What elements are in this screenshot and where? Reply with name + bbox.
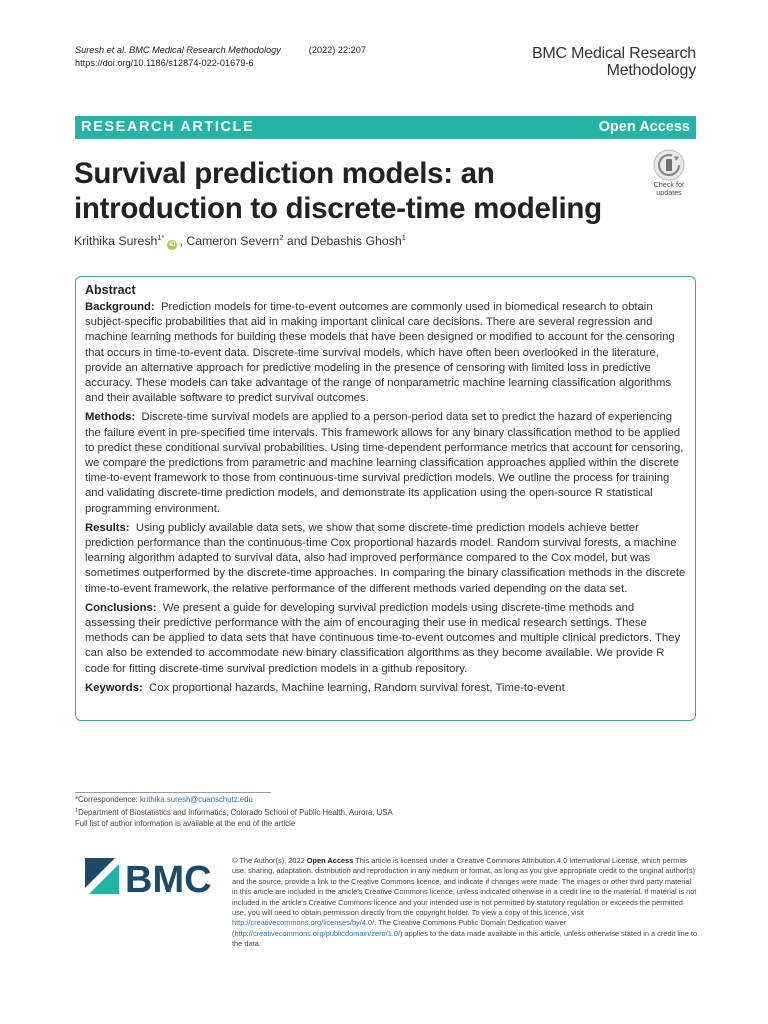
conclusions-text: We present a guide for developing survival prediction models using discrete-time methods and assessing their predictive performance with the aim of encouraging their use in medical research settings. These methods can be applied to data sets that have continuous time-to-event outcomes and multiple clinical predictors. They can also be extended to accommodate new binary classification algorithms as they become available. We provide R code for fitting discrete-time survival prediction models in a github repository.: [85, 601, 681, 675]
affiliation-number: 1: [75, 807, 79, 814]
license-copyright: © The Author(s). 2022: [232, 856, 307, 865]
check-for-updates-line1: Check for: [653, 180, 685, 189]
license-body-2: . The Creative Commons Public Domain Dedication waiver (: [232, 918, 567, 938]
author-3-affiliation: 1: [401, 233, 406, 242]
citation-header: [75, 44, 366, 70]
author-3[interactable]: and Debashis Ghosh: [283, 234, 402, 248]
abstract-keywords: [85, 681, 686, 696]
orcid-icon[interactable]: iD: [169, 241, 176, 248]
author-2-affiliation: 2: [279, 233, 284, 242]
bmc-logo-mark: [85, 858, 220, 898]
author-list: [74, 233, 406, 250]
abstract-results: [85, 521, 686, 597]
footnotes: [75, 792, 395, 830]
title-line1: Survival prediction models: an: [74, 157, 495, 190]
article-banner: [75, 116, 696, 139]
check-for-updates-line2: updates: [656, 188, 682, 197]
author-1-affiliation: 1*: [157, 233, 165, 242]
citation-year: (2022) 22:207: [308, 45, 367, 55]
doi-link[interactable]: https://doi.org/10.1186/s12874-022-01679-6: [75, 58, 254, 68]
bmc-logo-text: BMC: [125, 859, 212, 898]
author-2[interactable]: , Cameron Severn: [179, 234, 280, 248]
conclusions-label: Conclusions:: [85, 601, 157, 614]
citation-author: Suresh et al. BMC Medical Research Methodology: [75, 45, 281, 55]
article-title: [74, 156, 614, 226]
background-label: Background:: [85, 301, 155, 313]
license-link-cc0[interactable]: http://creativecommons.org/publicdomain/zero/1.0/: [234, 928, 401, 938]
footnote-divider: [75, 792, 271, 793]
abstract-heading: Abstract: [85, 283, 136, 297]
methods-label: Methods:: [85, 411, 136, 424]
correspondence-label: *Correspondence:: [75, 795, 141, 804]
check-for-updates-icon: [653, 149, 685, 181]
affiliation: [75, 806, 395, 819]
check-for-updates-button[interactable]: [642, 149, 696, 205]
title-line2: introduction to discrete-time modeling: [74, 192, 602, 225]
abstract-background: [85, 300, 686, 406]
abstract-conclusions: [85, 601, 686, 677]
keywords-label: Keywords:: [85, 681, 143, 694]
correspondence-email-link[interactable]: krithika.suresh@cuanschutz.edu: [140, 795, 253, 804]
affiliation-text: Department of Biostatistics and Informatics, Colorado School of Public Health, Aurora, USA: [78, 807, 393, 817]
open-access-label: Open Access: [598, 119, 690, 135]
license-body: This article is licensed under a Creative Commons Attribution 4.0 International License, which permits use, sharing, adaptation, distribution and reproduction in any medium or format, as long as you give appropriate credit to the original author(s) and the source, provide a link to the Creative Commons licence, and indicate if changes were made. The images or other third party material in this article are included in the article's Creative Commons licence, unless indicated otherwise in a credit line to the material. If material is not included in the article's Creative Commons licence and your intended use is not permitted by statutory regulation or exceeds the permitted use, you will need to obtain permission directly from the copyright holder. To view a copy of this licence, visit: [232, 856, 697, 918]
journal-name: [532, 45, 696, 79]
results-text: Using publicly available data sets, we show that some discrete-time prediction models achieve better prediction performance than the continuous-time Cox proportional hazards model. Random survival forests, a machine learning algorithm adapted to survival data, also had improved performance compared to the Cox model, but was sometimes outperformed by the discrete-time approaches. In comparing the binary classification methods in the discrete time-to-event framework, the relative performance of the different methods varied depending on the data set.: [85, 521, 686, 595]
license-body-3: ) applies to the data made available in this article, unless otherwise stated in a credit line to the data.: [232, 928, 698, 949]
abstract-box: [75, 276, 696, 721]
article-type: RESEARCH ARTICLE: [81, 119, 255, 135]
journal-name-line1: BMC Medical Research: [531, 45, 696, 62]
background-text: Prediction models for time-to-event outcomes are commonly used in biomedical research to obtain subject-specific probabilities that aid in making important clinical care decisions. There are several regression and machine learning methods for building these models that have been designed or modified to account for the censoring that occurs in time-to-event data. Discrete-time survival models, which have often been overlooked in the literature, provide an alternative approach for predictive modeling in the presence of censoring with limited loss in predictive accuracy. These models can take advantage of the range of nonparametric machine learning classification algorithms and their available software to predict survival outcomes.: [85, 301, 675, 405]
methods-text: Discrete-time survival models are applied to a person-period data set to predict the hazard of experiencing the failure event in pre-specified time intervals. This framework allows for any binary classification method to be applied to predict these conditional survival probabilities. Using time-dependent performance metrics that account for censoring, we compare the predictions from parametric and machine learning classification approaches applied within the discrete time-to-event framework to those from continuous-time survival prediction models. We outline the process for training and validating discrete-time prediction models, and demonstrate its application using the open-source R statistical programming environment.: [85, 411, 684, 515]
full-author-info-note: Full list of author information is available at the end of the article: [75, 819, 296, 828]
bmc-logo: [85, 858, 220, 898]
license-open-access: Open Access: [306, 856, 354, 865]
keywords-text: Cox proportional hazards, Machine learning, Random survival forest, Time-to-event: [149, 681, 565, 694]
license-link-cc-by[interactable]: http://creativecommons.org/licenses/by/4.0/: [232, 918, 375, 928]
results-label: Results:: [85, 521, 130, 534]
journal-name-line2: Methodology: [606, 62, 696, 79]
author-1[interactable]: Krithika Suresh: [74, 234, 158, 248]
correspondence: [75, 794, 395, 806]
license-text: [232, 856, 698, 950]
abstract-methods: [85, 410, 686, 516]
